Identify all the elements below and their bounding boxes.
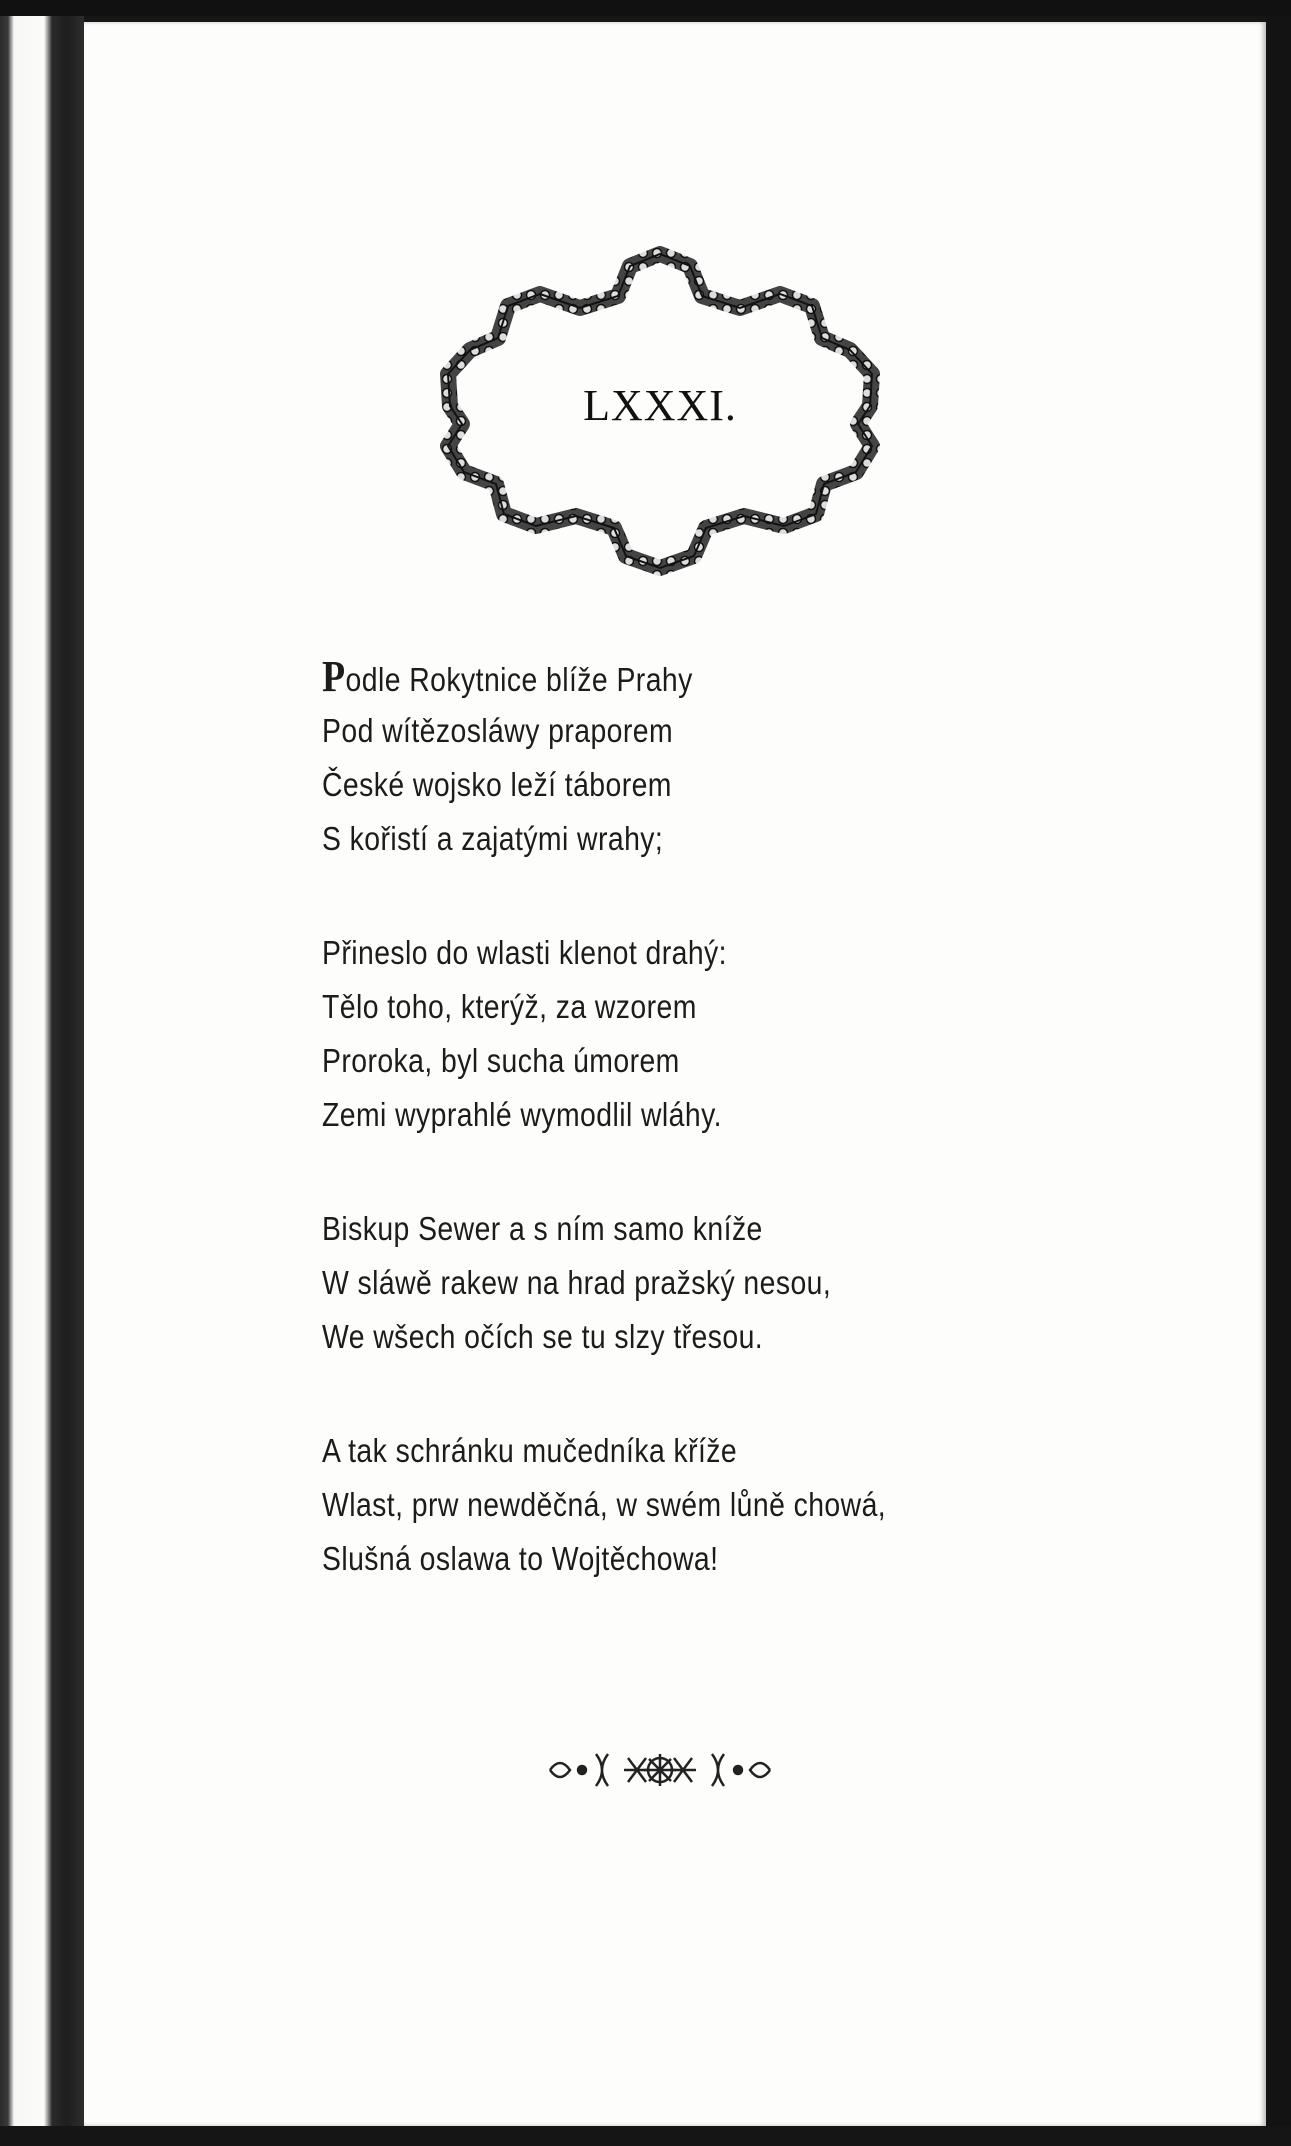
poem-line: České wojsko leží táborem	[322, 766, 672, 803]
poem-line: Proroka, byl sucha úmorem	[322, 1042, 680, 1079]
chapter-number: LXXXI.	[583, 381, 737, 430]
floral-tailpiece-icon	[540, 1740, 780, 1800]
poem-line: Tělo toho, kterýž, za wzorem	[322, 988, 697, 1025]
poem-line: Pod wítězosláwy praporem	[322, 712, 674, 749]
stanza-4	[322, 1424, 1142, 1586]
poem-line: Slušná oslawa to Wojtěchowa!	[322, 1540, 719, 1577]
poem-line: W sláwě rakew na hrad pražský nesou,	[322, 1264, 832, 1301]
poem-line: Biskup Sewer a s ním samo kníže	[322, 1210, 763, 1247]
scan-right-edge	[1266, 16, 1291, 2146]
stanza-1	[322, 650, 1142, 866]
poem-line	[322, 650, 1027, 704]
poem	[322, 650, 1142, 1646]
drop-cap: P	[322, 652, 346, 701]
poem-line: We wšech očích se tu slzy třesou.	[322, 1318, 764, 1355]
poem-line: Wlast, prw newděčná, w swém lůně chowá,	[322, 1486, 887, 1523]
stanza-3	[322, 1202, 1142, 1364]
book-gutter	[0, 16, 84, 2146]
poem-line: A tak schránku mučedníka kříže	[322, 1432, 738, 1469]
scan-top-edge	[0, 0, 1291, 16]
poem-line-text: odle Rokytnice blíže Prahy	[345, 661, 693, 698]
scan-bottom-edge	[0, 2126, 1291, 2146]
poem-line: Zemi wyprahlé wymodlil wláhy.	[322, 1096, 722, 1133]
poem-line: S kořistí a zajatými wrahy;	[322, 820, 664, 857]
poem-line: Přineslo do wlasti klenot drahý:	[322, 934, 727, 971]
stanza-2	[322, 926, 1142, 1142]
